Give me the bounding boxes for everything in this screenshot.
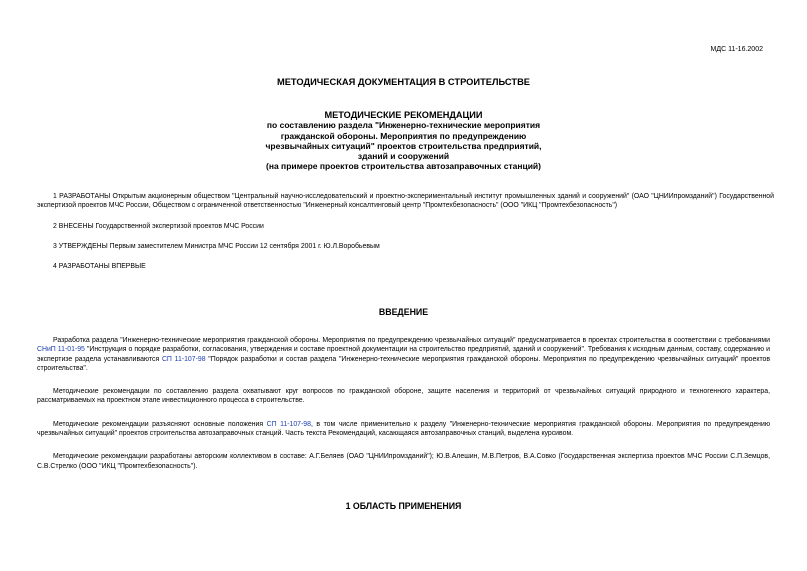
document-info-items: [37, 192, 774, 271]
sp-11-107-98-link[interactable]: СП 11-107-98: [161, 355, 206, 363]
recommendations-line: чрезвычайных ситуаций" проектов строительства предприятий,: [265, 140, 542, 151]
intro-text: Разработка раздела "Инженерно-технические мероприятия гражданской обороны. Мероприятия по предупреждению чрезвычайных ситуаций" предусматривается в проектах строительства в соответствии с требованиями: [53, 337, 770, 344]
intro-paragraph-4: Методические рекомендации разработаны авторским коллективом в составе: А.Г.Беляев (ОАО "ЦНИИпромзданий"); Ю.В.Алешин, М.В.Петров, В.А.Совко (Государственная экспертиза проектов МЧС России С.П.Земцов, С.В.Стрелко (ООО "ИКЦ "Промтехбезопасность").: [37, 453, 770, 470]
intro-text: Методические рекомендации разъясняют основные положения: [53, 420, 267, 428]
intro-text: "Порядок разработки и состав раздела "Инженерно-технические мероприятия гражданской обороны. Мероприятия по предупреждению чрезвычайных ситуаций" проектов строительства".: [37, 355, 771, 372]
info-item-developed: 1 РАЗРАБОТАНЫ Открытым акционерным обществом "Центральный научно-исследовательский и проектно-экспериментальный институт промышленных зданий и сооружений" (ОАО "ЦНИИпромзданий") Государственной экспертизой проектов МЧС России, Обществом с ограниченной ответственностью "Инженерный консалтинговый центр "Промтехбезопасность" (ООО "ИКЦ "Промтехбезопасность"): [37, 193, 774, 210]
intro-paragraph-1: [37, 336, 770, 373]
sp-11-107-98-link[interactable]: СП 11-107-98: [266, 420, 311, 428]
info-item-introduced: 2 ВНЕСЕНЫ Государственной экспертизой проектов МЧС России: [53, 222, 264, 230]
intro-paragraph-3: [37, 420, 770, 439]
recommendations-line: гражданской обороны. Мероприятия по предупреждению: [280, 130, 527, 141]
intro-text: "Инструкция о порядке разработки, согласования, утверждения и составе проектной документации на строительство предприятий, зданий и сооружений". Требования к исходным данным, составу, содержанию и экспертизе раздела устанавливаются: [37, 346, 770, 363]
introduction-section: [37, 336, 770, 485]
document-code: МДС 11-16.2002: [710, 46, 763, 53]
info-item-first-time: 4 РАЗРАБОТАНЫ ВПЕРВЫЕ: [53, 263, 146, 271]
main-title: МЕТОДИЧЕСКАЯ ДОКУМЕНТАЦИЯ В СТРОИТЕЛЬСТВЕ: [276, 77, 531, 87]
section-1-heading: 1 ОБЛАСТЬ ПРИМЕНЕНИЯ: [345, 501, 462, 511]
intro-text: , в том числе применительно к разделу "Инженерно-технические мероприятия гражданской обороны. Мероприятия по предупреждению чрезвычайных ситуаций" проектов строительства автозаправочных станций. Часть текста Рекомендаций, касающаяся автозаправочных станций, выделена курсивом.: [37, 420, 770, 438]
recommendations-line: по составлению раздела "Инженерно-технические мероприятия: [266, 120, 541, 131]
snip-11-01-95-link[interactable]: СНиП 11-01-95: [37, 346, 85, 354]
introduction-heading: ВВЕДЕНИЕ: [378, 307, 429, 317]
info-item-approved: 3 УТВЕРЖДЕНЫ Первым заместителем Министра МЧС России 12 сентября 2001 г. Ю.Л.Воробьевым: [53, 242, 380, 250]
intro-paragraph-2: Методические рекомендации по составлению раздела охватывают круг вопросов по гражданской обороне, защите населения и территорий от чрезвычайных ситуаций природного и техногенного характера, рассматриваемых на проектном этапе инвестиционного процесса в строительстве.: [37, 388, 770, 405]
recommendations-line: зданий и сооружений: [357, 151, 450, 162]
recommendations-title-block: [0, 110, 807, 172]
recommendations-heading: МЕТОДИЧЕСКИЕ РЕКОМЕНДАЦИИ: [324, 110, 483, 120]
recommendations-line: (на примере проектов строительства автозаправочных станций): [266, 161, 541, 172]
